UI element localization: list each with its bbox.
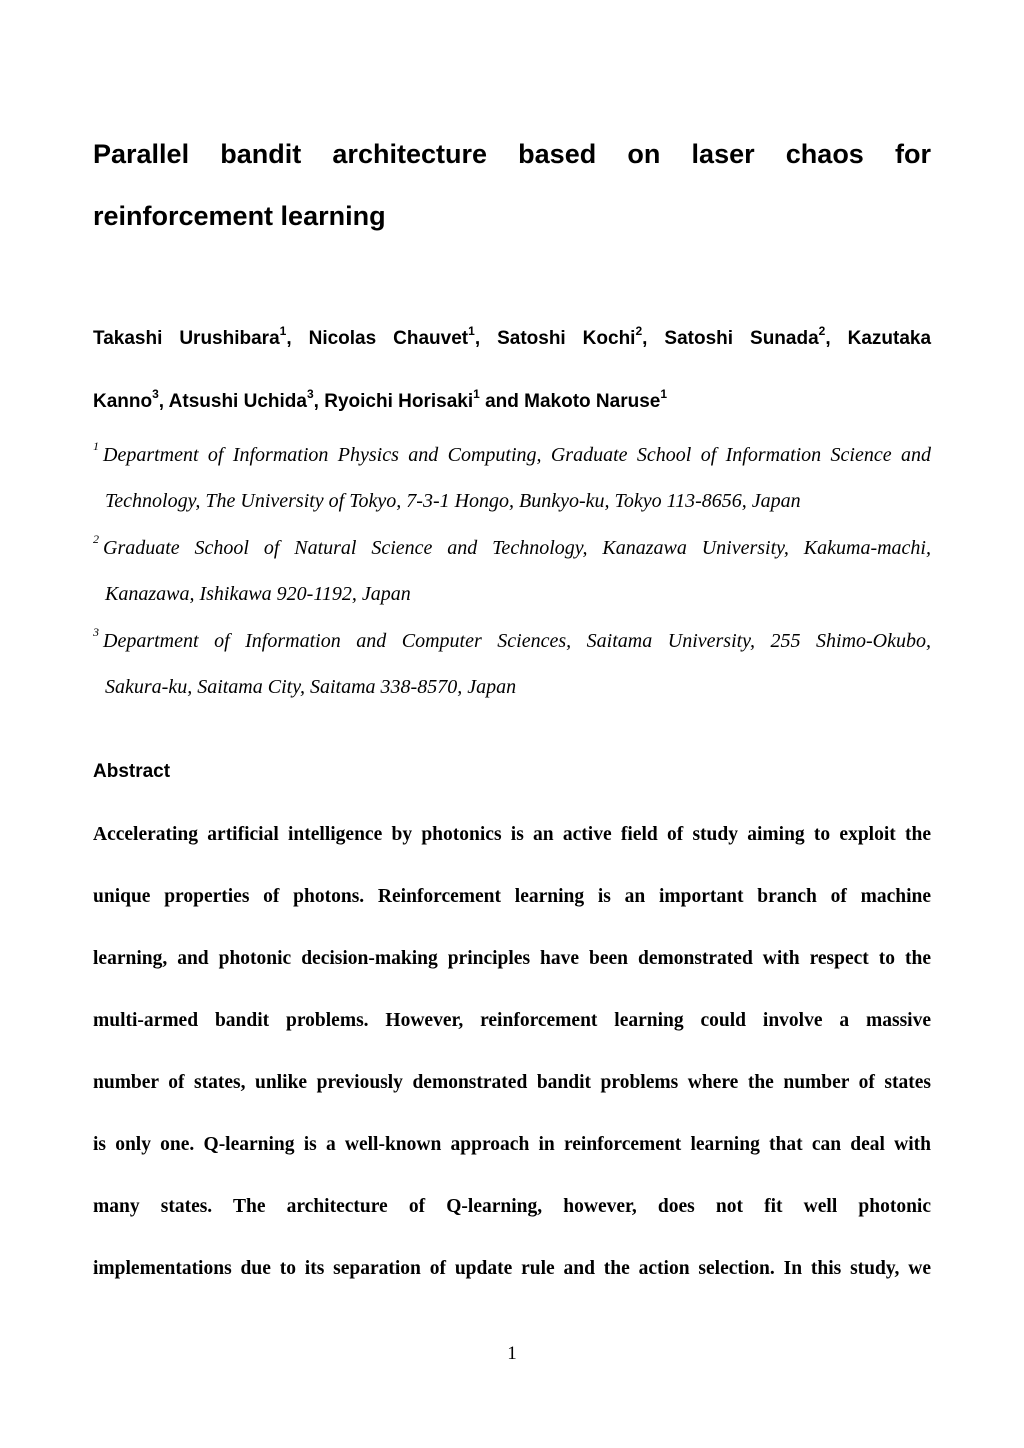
abstract-line: many states. The architecture of Q-learning, however, does not fit well photonic bbox=[93, 1196, 931, 1217]
author-separator: , bbox=[286, 328, 309, 349]
abstract-line: learning, and photonic decision-making principles have been demonstrated with respect to the bbox=[93, 948, 931, 969]
author-aff-marker: 1 bbox=[468, 323, 475, 338]
affiliation-text: Graduate School of Natural Science and Technology, Kanazawa University, Kakuma-machi, bbox=[103, 537, 931, 559]
affiliation-text: Department of Information and Computer Sciences, Saitama University, 255 Shimo-Okubo, bbox=[103, 630, 931, 652]
author-line-2 bbox=[93, 386, 931, 415]
affiliation-marker: 3 bbox=[93, 625, 99, 640]
author-separator: , bbox=[642, 328, 665, 349]
author-aff-marker: 3 bbox=[152, 386, 159, 401]
abstract-line: number of states, unlike previously demonstrated bandit problems where the number of states bbox=[93, 1072, 931, 1093]
paper-title-line-1: Parallel bandit architecture based on laser chaos for bbox=[93, 139, 931, 169]
author-line-1 bbox=[93, 323, 932, 352]
affiliation-text: Department of Information Physics and Computing, Graduate School of Information Science and bbox=[103, 444, 931, 466]
author-separator: , bbox=[825, 328, 848, 349]
abstract-line: implementations due to its separation of update rule and the action selection. In this study, we bbox=[93, 1258, 931, 1279]
affiliation-3-line-1 bbox=[93, 627, 931, 655]
affiliation-2-line-1 bbox=[93, 534, 931, 562]
affiliation-marker: 1 bbox=[93, 439, 99, 454]
author-aff-marker: 1 bbox=[279, 323, 287, 338]
abstract-line: Accelerating artificial intelligence by photonics is an active field of study aiming to exploit the bbox=[93, 824, 931, 845]
abstract-line: is only one. Q-learning is a well-known approach in reinforcement learning that can deal with bbox=[93, 1134, 931, 1155]
author-name: Takashi Urushibara bbox=[93, 328, 280, 349]
author-aff-marker: 1 bbox=[473, 386, 480, 401]
author-aff-marker: 3 bbox=[306, 386, 314, 401]
paper-title-line-2: reinforcement learning bbox=[93, 201, 386, 231]
affiliation-1-line-1 bbox=[93, 441, 931, 469]
author-aff-marker: 2 bbox=[635, 323, 643, 338]
author-separator: , bbox=[474, 328, 498, 349]
abstract-heading: Abstract bbox=[93, 761, 171, 782]
author-name: Nicolas Chauvet bbox=[308, 328, 469, 349]
author-name: Satoshi Sunada bbox=[664, 328, 819, 349]
page-number: 1 bbox=[507, 1343, 517, 1364]
affiliation-1-line-2: Technology, The University of Tokyo, 7-3-1 Hongo, Bunkyo-ku, Tokyo 113-8656, Japan bbox=[105, 490, 801, 512]
author-name: Atsushi Uchida bbox=[168, 391, 307, 412]
author-name: Satoshi Kochi bbox=[497, 328, 636, 349]
author-aff-marker: 2 bbox=[818, 323, 826, 338]
author-aff-marker: 1 bbox=[660, 386, 668, 401]
author-name: Makoto Naruse bbox=[524, 391, 661, 412]
author-name: Kanno bbox=[93, 391, 153, 412]
author-separator: , bbox=[158, 391, 169, 412]
abstract-line: unique properties of photons. Reinforcement learning is an important branch of machine bbox=[93, 886, 931, 907]
affiliation-3-line-2: Sakura-ku, Saitama City, Saitama 338-8570, Japan bbox=[105, 676, 517, 698]
abstract-line: multi-armed bandit problems. However, reinforcement learning could involve a massive bbox=[93, 1010, 931, 1031]
author-separator: and bbox=[479, 391, 525, 412]
affiliation-marker: 2 bbox=[93, 532, 99, 547]
author-separator: , bbox=[313, 391, 325, 412]
affiliation-2-line-2: Kanazawa, Ishikawa 920-1192, Japan bbox=[105, 583, 411, 605]
author-name: Kazutaka bbox=[847, 328, 932, 349]
author-name: Ryoichi Horisaki bbox=[324, 391, 474, 412]
